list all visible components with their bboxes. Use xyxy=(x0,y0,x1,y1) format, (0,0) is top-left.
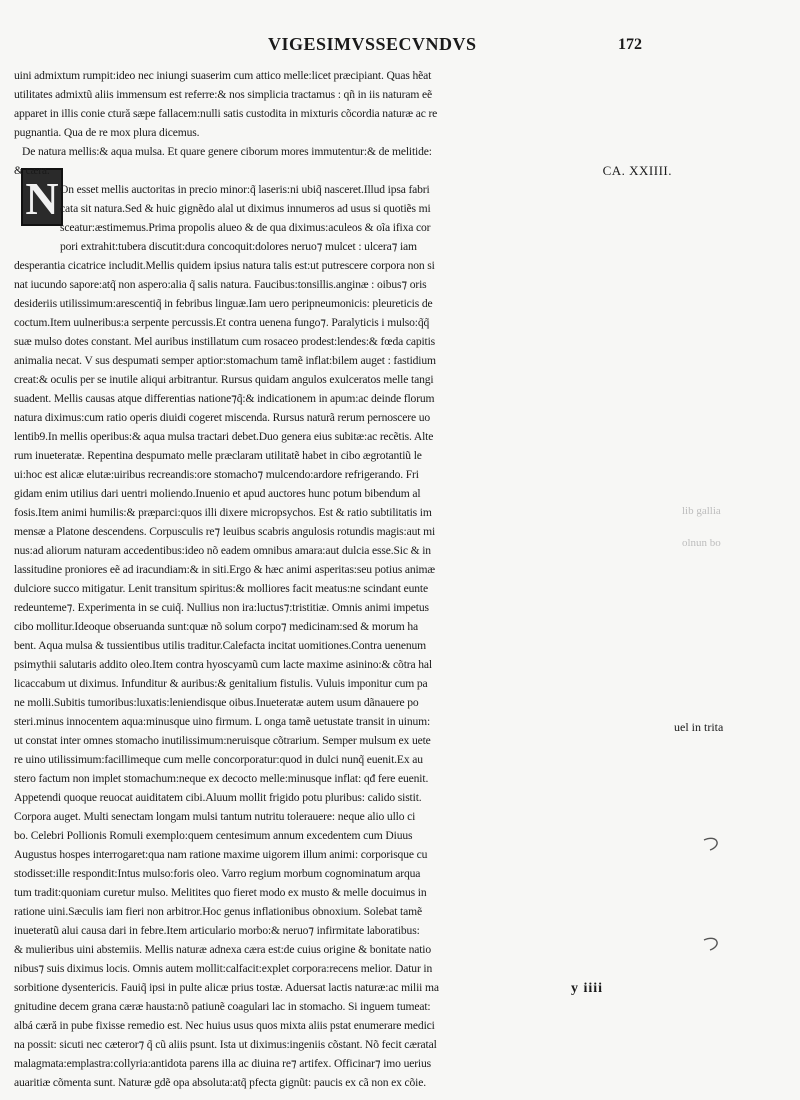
text-line: nibus⁊ suis diximus locis. Omnis autem mollit:calfacit:explet corpora:recens melior. Datur in xyxy=(14,962,433,975)
text-line: Appetendi quoque reuocat auiditatem cibi.Aluum mollit frigido potu pluribus: calido sistit. xyxy=(14,791,422,804)
text-line: ratione uini.Sæculis iam fieri non arbitror.Hoc genus inflationibus obnoxium. Solebat tamẽ xyxy=(14,905,422,918)
text-line: ne molli.Subitis tumoribus:luxatis:leniendisque oibus.Inueteratæ autem usum dãnauere po xyxy=(14,696,419,709)
text-line: lassitudine proniores eẽ ad iracundiam:& in siti.Ergo & hæc animi asperitas:seu potius animæ xyxy=(14,563,435,576)
text-line: mensæ a Platone descendens. Corpusculis re⁊ leuibus scabris angulosis rotundis magis:aut mi xyxy=(14,525,436,538)
text-line: pugnantia. Qua de re mox plura dicemus. xyxy=(14,126,200,139)
text-line: auaritiæ cõmenta sunt. Naturæ gdẽ opa absoluta:atq̃ pfecta gignũt: paucis ex cã non ex cõie. xyxy=(14,1076,426,1089)
text-line: albá cæră in pube fixisse remedio est. Nec huius usus quos mixta aliis pstat enumerare medici xyxy=(14,1019,435,1032)
text-line: nat iucundo sapore:atq̃ non aspero:alia q̃ salis natura. Faucibus:tonsillis.anginæ : oibus⁊ oris xyxy=(14,278,427,291)
text-line: fosis.Item animi humilis:& præparci:quos illi dixere micropsychos. Est & ratio subtilitatis im xyxy=(14,506,432,519)
text-line: suadent. Mellis causas atque differentias natione⁊q̃:& indicationem in apum:ac deinde florum xyxy=(14,392,435,405)
text-line: steri.minus innocentem aqua:minusque uino firmum. L onga tamẽ uetustate transit in uinum: xyxy=(14,715,431,728)
text-line: & mulieribus uini abstemiis. Mellis naturæ adnexa cæra est:de cuius origine & bonitate natio xyxy=(14,943,432,956)
text-line: stodisset:ille respondit:Intus mulso:foris oleo. Varro regium morbum cognominatum arqua xyxy=(14,867,421,880)
text-line: psimythii salutaris addito oleo.Item contra hyoscyamũ cum lacte maxime asinino:& cõtra hal xyxy=(14,658,432,671)
text-line: utilitates admixtũ aliis immensum est referre:& nos simplicia tractamus : qñ in iis naturam eẽ xyxy=(14,88,432,101)
text-line: desperantia cicatrice includit.Mellis quidem ipsius natura talis est:ut putrescere corpora non si xyxy=(14,259,435,272)
text-line: licaccabum ut diximus. Infunditur & auribus:& genitalium fistulis. Vuluis imponitur cum pa xyxy=(14,677,428,690)
text-line: gnitudine decem grana cæræ hausta:nõ patiunẽ coagulari lac in stomacho. Si inguem tumeat: xyxy=(14,1000,431,1013)
text-line: creat:& oculis per se inutile aliqui arbitrantur. Rursus quidam angulos exulceratos melle tangi xyxy=(14,373,434,386)
text-line: suæ mulso dotes constant. Mel auribus instillatum cum rosaceo prodest:lendes:& fœda capitis xyxy=(14,335,436,348)
text-line: na possit: sicuti nec cæteror⁊ q̃ cũ aliis psunt. Ista ut diximus:ingeniis cõstant. Nõ fecit cæratal xyxy=(14,1038,437,1051)
text-line: bo. Celebri Pollionis Romuli exemplo:quem centesimum annum excedentem cum Diuus xyxy=(14,829,413,842)
text-line: gidam enim utilius dari uentri moliendo.Inuenio et apud auctores hunc potum bibendum al xyxy=(14,487,421,500)
chapter-number: CA. XXIIII. xyxy=(602,163,672,178)
folio-number: 172 xyxy=(618,36,642,53)
text-line: natura diximus:cum ratio operis diuidi cogeret miscenda. Rursus naturã rerum pernoscere uo xyxy=(14,411,430,424)
text-line: bent. Aqua mulsa & tussientibus utilis traditur.Calefacta incitat uomitiones.Contra uenenum xyxy=(14,639,427,652)
text-line: nus:ad aliorum naturam accedentibus:ideo nõ eadem omnibus amara:aut dulcia esse.Sic & in xyxy=(14,544,431,557)
show-through-text: lib gallia xyxy=(682,505,721,517)
text-line: inueteratũ alui causa dari in febre.Item articulario morbo:& neruo⁊ infirmitate laboratibus: xyxy=(14,924,420,937)
text-line: pori extrahit:tubera discutit:dura concoquit:dolores neruo⁊ mulcet : ulcera⁊ iam xyxy=(60,240,417,253)
text-line: cibo mollitur.Ideoque obseruanda sunt:quæ nõ solum corpo⁊ medicinam:sed & morum ha xyxy=(14,620,419,633)
margin-flourish-icon xyxy=(700,830,730,970)
text-line: redeunteme⁊. Experimenta in se cuiq̃. Nullius non ira:luctus⁊:tristitiæ. Omnis animi impetus xyxy=(14,601,429,614)
text-line: rum inueteratæ. Repentina despumato melle præclaram utilitatẽ habet in cibo ægrotantiũ le xyxy=(14,449,422,462)
text-line: cata sit natura.Sed & huic gignẽdo alal ut diximus innumeros ad usus si quotiẽs mi xyxy=(60,202,431,215)
text-line: animalia necat. V sus despumati semper aptior:stomachum tamẽ inflat:bilem auget : fastidium xyxy=(14,354,436,367)
page-header xyxy=(0,34,800,58)
main-text xyxy=(14,66,682,1092)
chapter-heading-line: De natura mellis:& aqua mulsa. Et quare genere ciborum mores immutentur:& de melitide: xyxy=(22,145,432,158)
text-line: On esset mellis auctoritas in precio minor:q̃ laseris:ni ubiq̃ nasceret.Illud ipsa fabri xyxy=(60,183,430,196)
text-line: lentib9.In mellis operibus:& aqua mulsa tractari debet.Duo genera eius subitæ:ac recẽtis. Alte xyxy=(14,430,434,443)
text-line: ut constat inter omnes stomacho inutilissimum:neruisque cõtrarium. Semper mulsum ex uete xyxy=(14,734,431,747)
illuminated-initial: N xyxy=(21,168,63,226)
handwritten-margin-note: uel in trita xyxy=(674,720,724,734)
text-line: Corpora auget. Multi senectam longam mulsi tantum nutritu tolerauere: neque alio ullo ci xyxy=(14,810,416,823)
text-line: Augustus hospes interrogaret:qua nam ratione maxime uigorem illum animi: corporisque cu xyxy=(14,848,428,861)
text-line: dulciore succo mitigatur. Lenit transitum spiritus:& molliores facit meatus:ne scindant eunte xyxy=(14,582,428,595)
text-line: sceatur:æstimemus.Prima propolis alueo & de qua diximus:aculeos & oĩa ifixa cor xyxy=(60,221,431,234)
text-line: coctum.Item uulneribus:a serpente percussis.Et contra uenena fungo⁊. Paralyticis i mulso:q̃q̃ xyxy=(14,316,430,329)
text-line: sorbitione dysentericis. Fauiq̃ ipsi in pulte alicæ prius tostæ. Aduersat lactis naturæ:ac milii ma xyxy=(14,981,439,994)
text-line: uini admixtum rumpit:ideo nec iniungi suaserim cum attico melle:licet præcipiant. Quas hẽat xyxy=(14,69,432,82)
text-line: malagmata:emplastra:collyria:antidota parens illa ac diuina re⁊ artifex. Officinar⁊ imo uerius xyxy=(14,1057,431,1070)
chapter-heading-text: & cæra. xyxy=(14,164,50,177)
text-line: re uino utilissimum:facillimeque cum melle concorporatur:quod in dulci nunq̃ euenit.Ex au xyxy=(14,753,423,766)
text-line: stero factum non implet stomachum:neque ex decocto melle:minusque inflat: qđ fere euenit. xyxy=(14,772,429,785)
running-head: VIGESIMVSSECVNDVS xyxy=(268,34,477,54)
text-line: apparet in illis conie ctură sæpe fallacem:nulli satis custodita in mixturis cõcordia naturæ ac re xyxy=(14,107,438,120)
text-line: desideriis utilissimum:arescentiq̃ in febribus linguæ.Iam uero peripneumonicis: pleureticis de xyxy=(14,297,433,310)
text-line: tum tradit:quoniam curetur mulso. Melitites quo fieret modo ex musto & melle docuimus in xyxy=(14,886,427,899)
chapter-heading-line xyxy=(14,161,682,180)
signature-mark: y iiii xyxy=(571,981,604,996)
text-line: ui:hoc est alicæ elutæ:uiribus recreandis:ore stomacho⁊ mulcendo:ardore refrigerando. Fri xyxy=(14,468,419,481)
show-through-text: olnun bo xyxy=(682,537,721,549)
